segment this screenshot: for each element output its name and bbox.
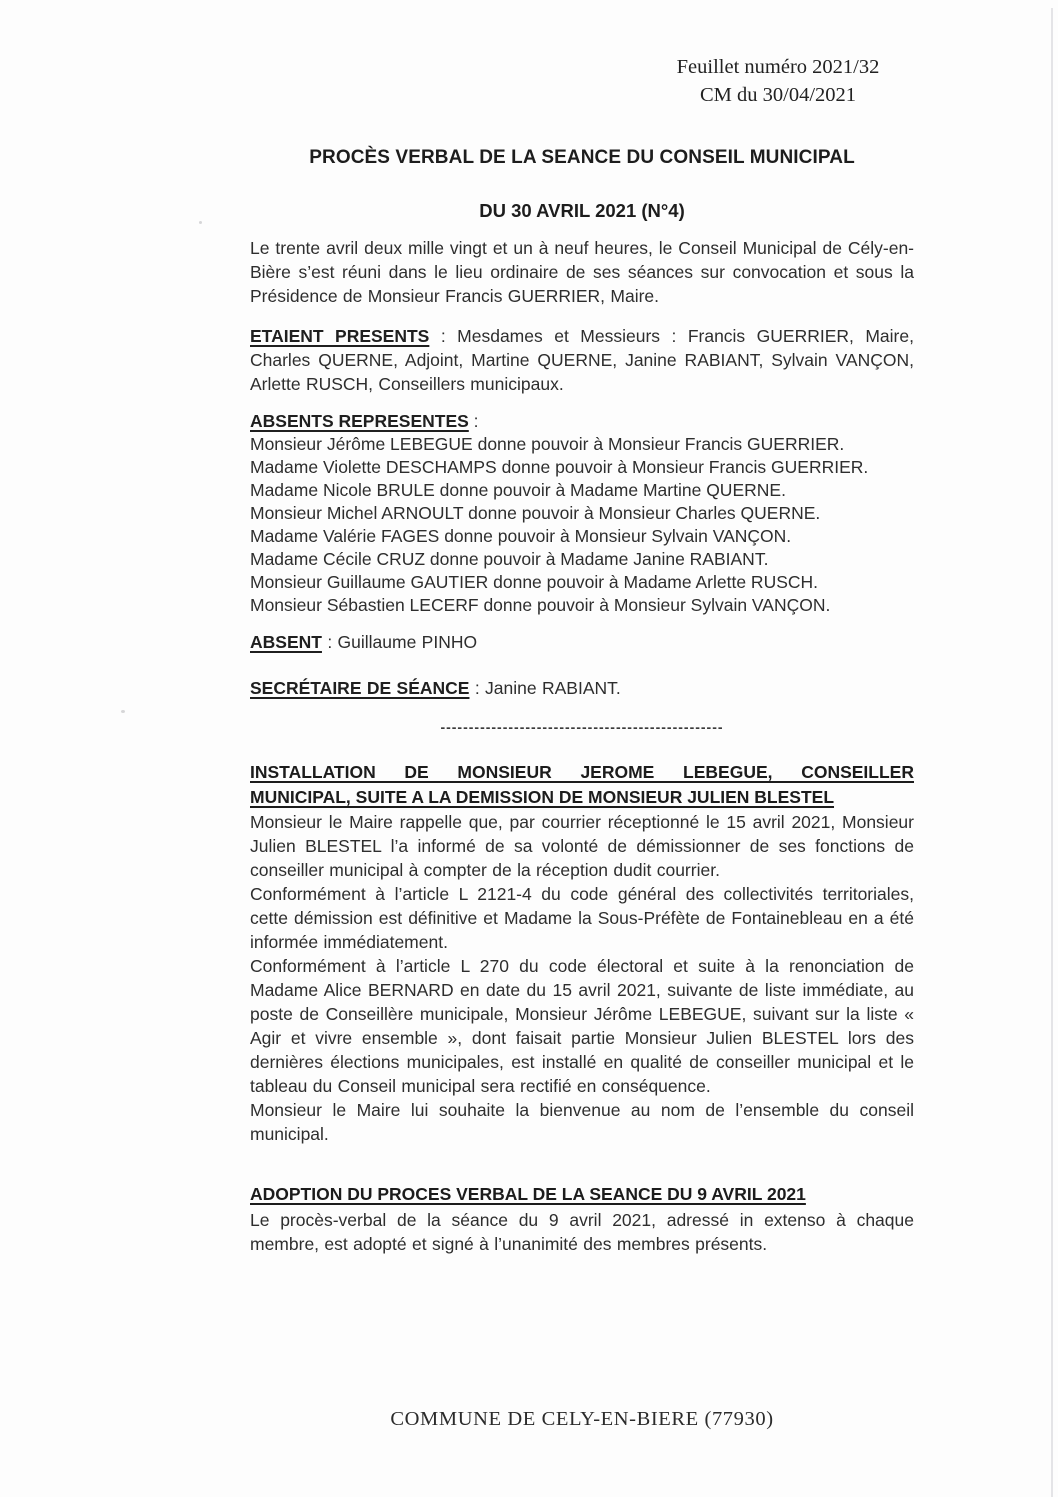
absent-paragraph [250, 630, 914, 654]
proxy-line: Monsieur Jérôme LEBEGUE donne pouvoir à Monsieur Francis GUERRIER. [250, 434, 845, 454]
absents-colon: : [468, 411, 479, 431]
presents-label: ETAIENT PRESENTS [250, 326, 430, 346]
secretaire-text: : Janine RABIANT. [469, 678, 621, 698]
installation-paragraph: Conformément à l’article L 270 du code électoral et suite à la renonciation de Madame Alice BERNARD en date du 15 avril 2021, suivante de liste immédiate, au poste de Conseillère municipale, Monsieur Jérôme LEBEGUE, suivant sur la liste « Agir et vivre ensemble », dont faisait partie Monsieur Julien BLESTEL lors des dernières élections municipales, est installé en qualité de conseiller municipal et le tableau du Conseil municipal sera rectifié en conséquence. [250, 956, 914, 1096]
installation-heading-line2: MUNICIPAL, SUITE A LA DEMISSION DE MONSIEUR JULIEN BLESTEL [250, 787, 835, 807]
installation-paragraph: Monsieur le Maire lui souhaite la bienvenue au nom de l’ensemble du conseil municipal. [250, 1100, 914, 1144]
dashed-separator: -------------------------------------------------- [440, 719, 724, 735]
absent-text: : Guillaume PINHO [321, 632, 478, 652]
scan-speck [121, 710, 125, 713]
presents-text: : Mesdames et Messieurs : Francis GUERRIER, Maire, Charles QUERNE, Adjoint, Martine QUERNE, Janine RABIANT, Sylvain VANÇON, Arlette RUSCH, Conseillers municipaux. [250, 326, 914, 394]
proxy-line: Madame Nicole BRULE donne pouvoir à Madame Martine QUERNE. [250, 480, 786, 500]
absents-label: ABSENTS REPRESENTES [250, 411, 469, 431]
proxy-line: Monsieur Sébastien LECERF donne pouvoir à Monsieur Sylvain VANÇON. [250, 595, 831, 615]
installation-paragraph: Conformément à l’article L 2121-4 du code général des collectivités territoriales, cette démission est définitive et Madame la Sous-Préfète de Fontainebleau en a été informée immédiatement. [250, 884, 914, 952]
secretaire-label: SECRÉTAIRE DE SÉANCE [250, 678, 470, 698]
absents-heading [250, 410, 914, 433]
secretaire-paragraph [250, 676, 914, 700]
meeting-reference: CM du 30/04/2021 [699, 84, 857, 106]
document-title: PROCÈS VERBAL DE LA SEANCE DU CONSEIL MUNICIPAL [309, 147, 855, 168]
proxy-line: Madame Cécile CRUZ donne pouvoir à Madame Janine RABIANT. [250, 549, 769, 569]
document-subtitle: DU 30 AVRIL 2021 (N°4) [479, 200, 685, 221]
scan-edge-artifact [1051, 8, 1053, 1497]
absents-representes-section [250, 410, 914, 617]
presents-paragraph [250, 324, 914, 396]
proxy-line: Madame Valérie FAGES donne pouvoir à Monsieur Sylvain VANÇON. [250, 526, 792, 546]
proxy-line: Madame Violette DESCHAMPS donne pouvoir à Monsieur Francis GUERRIER. [250, 457, 869, 477]
installation-heading [250, 760, 914, 810]
adoption-paragraph: Le procès-verbal de la séance du 9 avril 2021, adressé in extenso à chaque membre, est adopté et signé à l’unanimité des membres présents. [250, 1210, 914, 1254]
installation-paragraph: Monsieur le Maire rappelle que, par courrier réceptionné le 15 avril 2021, Monsieur Julien BLESTEL l’a informé de sa volonté de démissionner de ses fonctions de conseiller municipal à compter de la réception dudit courrier. [250, 812, 914, 880]
proxy-line: Monsieur Michel ARNOULT donne pouvoir à Monsieur Charles QUERNE. [250, 503, 821, 523]
page-footer: COMMUNE DE CELY-EN-BIERE (77930) [390, 1408, 774, 1430]
installation-heading-line1: INSTALLATION DE MONSIEUR JEROME LEBEGUE, CONSEILLER [250, 762, 914, 782]
scan-speck [199, 221, 202, 224]
document-body [250, 0, 914, 1256]
intro-paragraph: Le trente avril deux mille vingt et un à neuf heures, le Conseil Municipal de Cély-en-Bière s’est réuni dans le lieu ordinaire de ses séances sur convocation et sous la Présidence de Monsieur Francis GUERRIER, Maire. [250, 238, 914, 306]
sheet-number: Feuillet numéro 2021/32 [676, 56, 880, 78]
adoption-heading: ADOPTION DU PROCES VERBAL DE LA SEANCE DU 9 AVRIL 2021 [250, 1184, 806, 1204]
proxy-line: Monsieur Guillaume GAUTIER donne pouvoir à Madame Arlette RUSCH. [250, 572, 819, 592]
absent-label: ABSENT [250, 632, 322, 652]
